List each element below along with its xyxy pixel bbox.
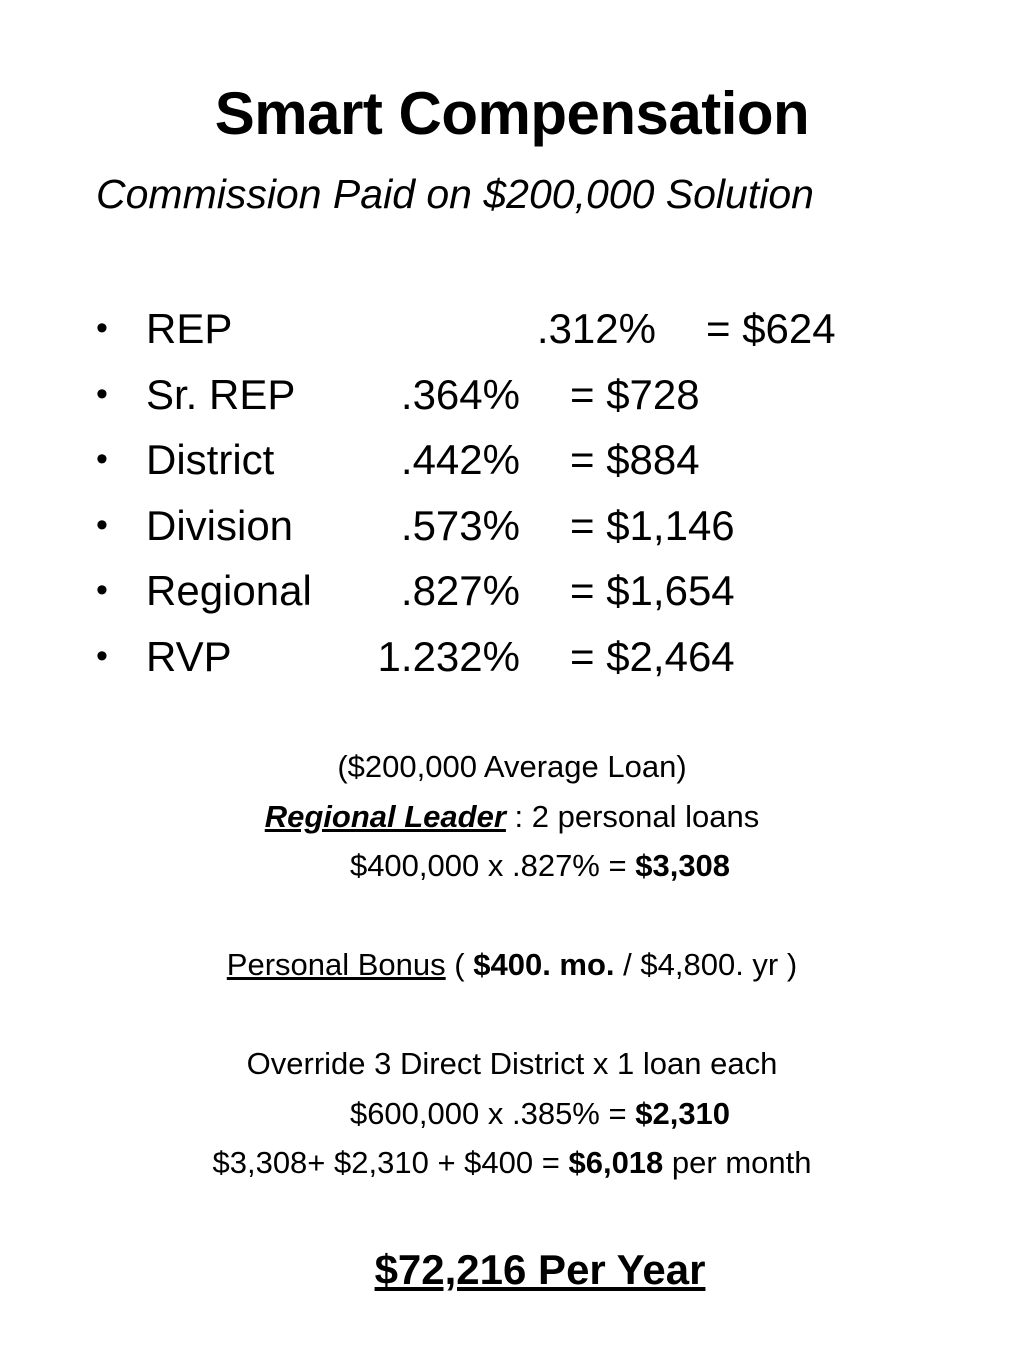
- commission-amount: = $884: [570, 436, 700, 483]
- commission-role: Regional: [146, 567, 312, 614]
- override-calc-line: [0, 1089, 1024, 1139]
- yearly-total: $72,216 Per Year: [374, 1246, 706, 1293]
- override-result: $2,310: [635, 1095, 731, 1131]
- commission-rate: .312%: [536, 305, 656, 352]
- commission-row: [0, 362, 1024, 428]
- leader-label: Regional Leader: [264, 798, 506, 834]
- commission-row: [0, 427, 1024, 493]
- bullet-icon: •: [96, 374, 108, 413]
- commission-amount: = $1,146: [570, 501, 735, 549]
- page-title: Smart Compensation: [214, 80, 810, 147]
- spacer: [0, 891, 1024, 941]
- commission-amount: = $728: [570, 370, 700, 418]
- spacer: [0, 990, 1024, 1040]
- commission-role: REP: [146, 305, 233, 352]
- sum-line: [0, 1138, 1024, 1188]
- leader-calc: $400,000 x .827% =: [349, 848, 636, 883]
- commission-amount: = $624: [706, 305, 836, 352]
- commission-rate: .827%: [400, 567, 520, 614]
- commission-amount: = $2,464: [570, 632, 735, 680]
- commission-role: Division: [146, 501, 294, 549]
- bonus-open: (: [445, 947, 474, 982]
- commission-rate: .364%: [400, 370, 520, 418]
- bonus-yearly: / $4,800. yr ): [614, 947, 798, 982]
- commission-row: [0, 624, 1024, 690]
- bonus-monthly: $400. mo.: [473, 947, 615, 982]
- commission-list: [0, 296, 1024, 689]
- override-calc: $600,000 x .385% =: [349, 1095, 636, 1131]
- commission-rate: .573%: [400, 501, 520, 549]
- leader-calc-line: [0, 841, 1024, 891]
- commission-rate: .442%: [400, 436, 520, 483]
- commission-role: RVP: [146, 632, 232, 680]
- average-loan-text: ($200,000 Average Loan): [337, 749, 687, 784]
- average-loan-note: [0, 742, 1024, 792]
- sum-suffix: per month: [663, 1145, 812, 1180]
- commission-role: Sr. REP: [146, 370, 296, 418]
- example-section: [0, 742, 1024, 1188]
- commission-row: [0, 296, 1024, 362]
- sum-result: $6,018: [568, 1145, 664, 1180]
- leader-text: : 2 personal loans: [505, 798, 760, 834]
- leader-result: $3,308: [635, 848, 731, 883]
- commission-role: District: [146, 436, 275, 483]
- override-text: Override 3 Direct District x 1 loan each: [246, 1046, 778, 1081]
- commission-row: [0, 558, 1024, 624]
- sum-calc: $3,308+ $2,310 + $400 =: [212, 1145, 569, 1180]
- commission-rate: 1.232%: [377, 632, 520, 680]
- bullet-icon: •: [96, 636, 108, 675]
- page-subtitle: Commission Paid on $200,000 Solution: [96, 171, 814, 217]
- bullet-icon: •: [96, 440, 108, 478]
- leader-line: [0, 792, 1024, 842]
- bonus-label: Personal Bonus: [226, 947, 446, 982]
- commission-row: [0, 493, 1024, 559]
- bullet-icon: •: [96, 571, 108, 609]
- bonus-line: [0, 940, 1024, 990]
- bullet-icon: •: [96, 505, 108, 544]
- commission-amount: = $1,654: [570, 567, 735, 614]
- bullet-icon: •: [96, 309, 108, 347]
- override-line: [0, 1039, 1024, 1089]
